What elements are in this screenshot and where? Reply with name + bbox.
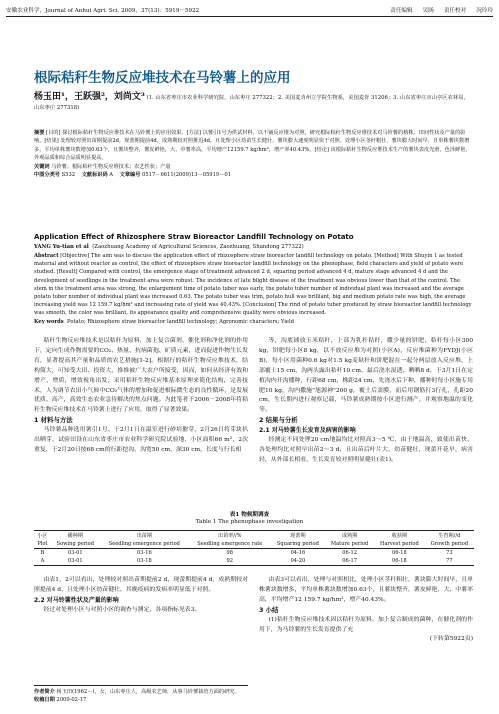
- table-cell: 73: [446, 550, 453, 556]
- english-title: Application Effect of Rhizosphere Straw Bioreactor Landfill Technology on Potato: [34, 233, 354, 241]
- english-authors: [34, 243, 474, 251]
- left-column: [34, 337, 248, 456]
- received-date: 2009-02-17: [56, 697, 87, 703]
- table-header-en: [34, 540, 474, 549]
- method-paragraph: 等，沟底铺放玉米秸秆，上部为乳秆秸秆，撒少量的饼肥，秸秆每小区300 kg，饼肥每小区8 kg，以不放反应堆为对照(小区A)，反应堆菌种为FYDJ(小区B)，每小区用菌种0.6 kg对1.5 kg麦麸秆和饼肥混在一起分两层放入反应堆，上部覆土15 cm，沟两头露出秸秆10 cm，最后浇水湿透，晒晒8 d，于3月1日在定植沟内开沟播种，行距68 cm，株距24 cm，先浇水后下种，播种时每小区施专用肥10 kg，沟内撒施"旭源神"200 g，覆土后盖膜，而后用钢筋打3行孔，孔距20 cm，生长期内进行观察记载，马铃薯成熟期按小区进行测产，并观察地温的变化等。: [259, 338, 473, 414]
- journal-header: [6, 4, 493, 17]
- summary-paragraph: (1)秸秆生物反应堆技术因以秸秆为原料，加上复合制成的菌种，在催化剂的作用下，为马铃薯的生长发育提供了充: [259, 616, 473, 633]
- th-plot-cn: 小区: [34, 531, 51, 541]
- th-harvest-cn: 收获期: [374, 531, 425, 541]
- author-bio-label: 作者简介: [34, 689, 55, 695]
- paper-title: 根际秸秆生物反应堆技术在马铃薯上的应用: [34, 70, 291, 86]
- table-discussion-paragraph: 由表1，2可以看出，处理较对照出苗期提前2 d，现蕾期提前4 d，成熟期较对照提前4 d，且处理小区幼苗健壮，其晚疫病的发病率明显低于对照。: [34, 577, 248, 593]
- table-cell: 98: [226, 550, 234, 556]
- table-cell: A: [34, 557, 51, 566]
- article-number-label: 文章编号: [119, 172, 141, 179]
- abstract-cn-text: [目的] 探讨根际秸秆生物反应堆技术在马铃薯上的应用效果。[方法] 以薯引1号为供试材料，以不铺反应堆为对照，研究根际秸秆生物反应堆技术对马铃薯的植株、田间性状及产量的影响。[结果] 处理较对照出苗期提前2d，现蕾期提前4d，成熟期较对照推迟4d，且处理小区幼苗生长健壮，薯块膨大速度明显快于对照。处理小区茎秆粗壮，薯块膨大时间早，且单株薯块数增多，平均单株薯块数增加0.63个，且薯块整齐，薯皮鲜艳，大、中薯率高，平均增产12159.7 kg/hm²，增产率40.43%。[结论] 该根际秸秆生物反应堆技术生产的薯块表皮光滑，色泽鲜艳，外观品质和综合品质明显提高。: [34, 130, 471, 162]
- th-squaring-en: Squaring period: [271, 540, 325, 549]
- table-row: [34, 557, 474, 566]
- author-bio: 杨玉田(1962－)，女，山东枣庄人，高级农艺师，从事马铃薯栽培方面的研究。: [56, 689, 240, 695]
- journal-citation: 安徽农业科学，Journal of Anhui Agri. Sci. 2009，37(13)：5919－5922: [6, 8, 200, 14]
- th-emergence-cn: 出苗期: [100, 531, 189, 541]
- section-results-heading: 2 结果与分析: [259, 416, 298, 425]
- th-sowing-en: Sowing period: [51, 540, 100, 549]
- subsection-2-1-heading: 2.1 对马铃薯生长发育及病害的影响: [259, 427, 356, 435]
- abstract-en-text: [Objective] The aim was to discuss the application effect of rhizosphere straw bioreactor landfill technology on potato. [Method] With Shuyin 1 as tested material and without reactor as control, the effect of rhizosphere straw bioreactor landfill technology on the phenophase, field characters and yield of potato were studied. [Result] Compared with control, the emergence stage of treatment advanced 2 d, squaring period advanced 4 d, mature stage advanced 4 d and the development of seedlings in the treatment area were robust. The incidence of late blight disease of the treatment was obvious lower than that of the control. The stem in the treatment area was strong, the enlargement time of potato tuber was early, the potato tuber number of individual plant was increased and the average potato tuber number of individual plant was increased 0.63. The potato tuber was trim, potato hull was brilliant, big and medium potato rate was high, the average increasing yield was 12 159.7 kg/hm² and increasing rate of yield was 40.43%. [Conclusion] The rind of potato tuber produced by straw bioreactor landfill technology was smooth, the color was brilliant, its appearance quality and comprehensive quality were obvious increased.: [34, 253, 472, 317]
- results-paragraph: 经测定不同处理20 cm地温均比对照高3～5 ℃，由于地温高，致使出苗快，各处理均比对照早出苗2～3 d，且出苗后叶片大，幼苗健壮，现蕾开花早，病害轻，从外部长相看，生长发育较对照明显健壮(表1)。: [259, 437, 473, 463]
- yield-paragraph: 由表3可以看出，处理与对照相比，处理小区茎秆粗壮，薯块膨大时间早，且单株薯块数增多，平均单株薯块数增加0.63个，且薯块整齐，薯皮鲜艳，大、中薯率高，平均增产12 159.7 kg/hm²，增产40.43%。: [259, 577, 473, 603]
- bottom-right-column: [259, 576, 473, 645]
- table-cell: 03-01: [67, 550, 83, 556]
- class-label: 中图分类号: [34, 172, 60, 179]
- author-names: 杨玉田¹，王跃强²，刘尚文³: [34, 92, 145, 102]
- th-mature-en: Mature period: [325, 540, 374, 549]
- received-date-label: 收稿日期: [34, 697, 55, 703]
- table-cell: 06-18: [374, 557, 425, 566]
- table-caption-cn: 表1 物候期调查: [229, 512, 270, 518]
- section-materials-heading: 1 材料与方法: [34, 416, 73, 425]
- table-header-cn: [34, 531, 474, 541]
- th-plot-en: Plot: [34, 540, 51, 549]
- keywords-en-label: Key words: [34, 318, 64, 325]
- intro-paragraph: 秸秆生物反应堆技术是以秸秆为原料，加上复合菌剂、催化剂和净化剂的作用下，定向生成作物需要的CO₂、热量、抗病菌孢、矿质元素，进而促进作物生长发育，显著提高其产量和品质的农艺措施[1-2]。根据行的秸秆生物反应堆技术，结构简大，可知受大田、投资大，推推被广大农户所接受，因而，如何从经济有效和增产，增质，增效视角出发，采用秸秆生物反应堆基本原理来简化结构，完善技术，人为调节农田小气候中CO₂气体的增加和促进根际微生态的良性循环，是发展优质、高产，高效生态农业急待解决的焦点问题。为此笔者于2006－2008年将秸秆生物反应堆技术在马铃薯上进行了应用，取得了显著效果。: [34, 338, 248, 414]
- doc-code: A: [109, 172, 114, 179]
- th-emergence-rate-cn: 出苗率//%: [189, 531, 271, 541]
- proofreader-name: 况玲玲: [476, 8, 493, 14]
- footnote: [34, 685, 248, 704]
- abstract-en: [34, 252, 474, 326]
- doc-code-label: 文献标识码: [81, 172, 108, 179]
- th-sowing-cn: 播种期: [51, 531, 100, 541]
- proofreader-label: 责任校对: [443, 8, 467, 14]
- table-cell: 06-17: [325, 557, 374, 566]
- authors-block: [34, 92, 474, 113]
- subsection-2-2-heading: 2.2 对马铃薯性状及产量的影响: [34, 596, 119, 604]
- editor-name: 吴旸: [422, 8, 434, 14]
- right-column: [259, 337, 473, 466]
- author-affiliation: (1. 山东省枣庄市农业科学研究院，山东枣庄 277322；2. 美国麦肯州立学院生物系，美国麦肯 31206；3. 山东省枣庄市山亭区农林局，山东枣庄 277318): [34, 95, 469, 111]
- table-cell: 03-01: [51, 557, 100, 566]
- article-number: 0517－6611(2009)13－05919－01: [142, 172, 231, 179]
- materials-paragraph: 马铃薯品种选用薯引1号，于2月1日在温室进行砂培催芽，2月26日将芽块扒出晒芽，试验田设在山东省枣庄市农业科学研究院试验地，小区面积66 m²，2次重复，于2月20日按68 cm的行距挖沟，沟宽50 cm，深30 cm，长度与行长相: [34, 427, 248, 453]
- table-cell: 04-20: [271, 557, 325, 566]
- keywords-en: Potato; Rhizosphere straw bioreactor landfill technology; Agronomic characters; Yield: [67, 318, 294, 325]
- table-cell: 03-16: [137, 550, 152, 556]
- th-growth-cn: 生育期//d: [425, 531, 474, 541]
- th-squaring-cn: 现蕾期: [271, 531, 325, 541]
- abstract-cn-label: 摘要: [34, 130, 45, 136]
- table-row: [34, 549, 474, 558]
- keywords-cn-label: 关键词: [34, 163, 50, 170]
- table-cell: 03-18: [100, 557, 189, 566]
- th-emergence-rate-en: Seedling emergence rate: [189, 540, 271, 549]
- abstract-cn: [34, 129, 474, 179]
- keywords-cn: 马铃薯；根际秸秆生物反应堆技术；农艺性状；产量: [51, 163, 171, 170]
- table-cell: 06-18: [392, 550, 407, 556]
- editor-label: 责任编辑: [390, 8, 413, 14]
- table-cell: 77: [425, 557, 474, 566]
- table-caption-en: Table 1 The phenophase investigation: [195, 519, 304, 525]
- table-cell: B: [40, 550, 45, 556]
- section-summary-heading: 3 小结: [259, 605, 279, 614]
- english-affiliation: (Zaozhuang Academy of Agricultural Sciences, Zaozhuang, Shandong 277322): [92, 244, 304, 250]
- th-growth-en: Growth period: [425, 540, 474, 549]
- bottom-left-column: [34, 576, 248, 616]
- traits-paragraph: 经过对处理小区与对照小区的调查与测定，各项指标见表3。: [43, 606, 201, 613]
- phenophase-table: [34, 530, 474, 566]
- th-mature-cn: 成熟期: [325, 531, 374, 541]
- th-harvest-en: Harvest period: [374, 540, 425, 549]
- class-number: S532: [61, 172, 76, 179]
- table-cell: 92: [189, 557, 271, 566]
- table-cell: 06-12: [342, 550, 357, 556]
- english-author-names: YANG Yu-tian et al: [34, 244, 89, 250]
- table-cell: 04-16: [290, 550, 306, 556]
- th-emergence-en: Seedling emergence period: [100, 540, 189, 549]
- abstract-en-label: Abstract: [34, 253, 59, 259]
- continued-note: (下转第5922页): [429, 636, 473, 643]
